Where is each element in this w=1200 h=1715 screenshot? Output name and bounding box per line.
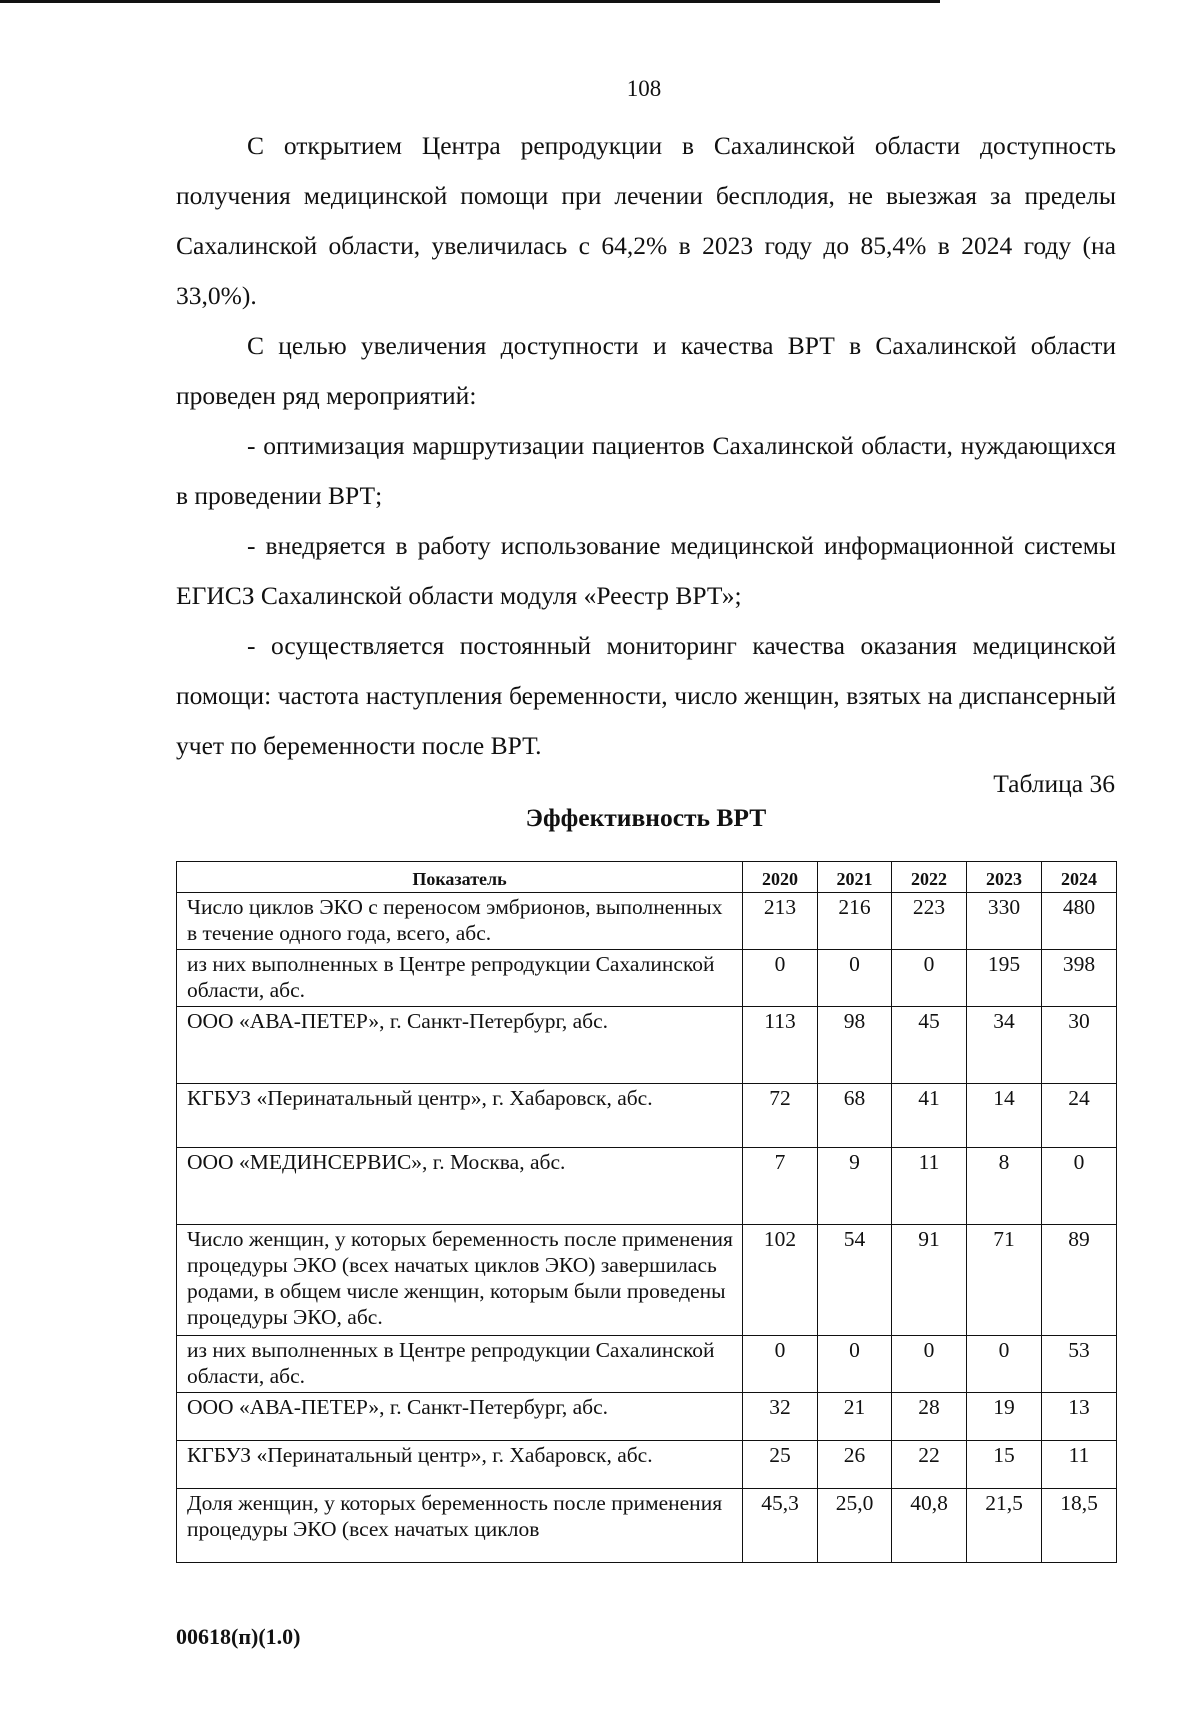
page-top-rule [0,0,940,3]
table-label: Таблица 36 [993,769,1115,798]
value-cell: 28 [892,1393,967,1441]
indicator-cell: Число циклов ЭКО с переносом эмбрионов, выполненных в течение одного года, всего, абс. [177,893,743,950]
table-row [177,1393,1117,1441]
value-cell: 7 [743,1148,818,1225]
value-cell: 9 [818,1148,892,1225]
bullet-paragraph: - осуществляется постоянный мониторинг качества оказания медицинской помощи: частота наступления беременности, число женщин, взятых на диспансерный учет по беременности после ВРТ. [176,631,1116,760]
table-row [177,1007,1117,1084]
indicator-cell: из них выполненных в Центре репродукции Сахалинской области, абс. [177,1336,743,1393]
header-year: 2022 [892,862,967,893]
value-cell: 18,5 [1042,1489,1117,1563]
value-cell: 113 [743,1007,818,1084]
value-cell: 0 [743,1336,818,1393]
value-cell: 72 [743,1084,818,1148]
indicator-cell: ООО «АВА-ПЕТЕР», г. Санкт-Петербург, абс. [177,1393,743,1441]
value-cell: 25,0 [818,1489,892,1563]
value-cell: 41 [892,1084,967,1148]
header-year: 2023 [967,862,1042,893]
table-row [177,1225,1117,1336]
value-cell: 53 [1042,1336,1117,1393]
efficiency-table [176,861,1117,1563]
value-cell: 54 [818,1225,892,1336]
value-cell: 8 [967,1148,1042,1225]
value-cell: 45,3 [743,1489,818,1563]
indicator-cell: Число женщин, у которых беременность после применения процедуры ЭКО (всех начатых циклов ЭКО) завершилась родами, в общем числе женщин, которым были проведены процедуры ЭКО, абс. [177,1225,743,1336]
indicator-cell: КГБУЗ «Перинатальный центр», г. Хабаровск, абс. [177,1441,743,1489]
header-indicator: Показатель [177,862,743,893]
value-cell: 11 [892,1148,967,1225]
paragraph: С целью увеличения доступности и качества ВРТ в Сахалинской области проведен ряд мероприятий: [176,331,1116,410]
value-cell: 480 [1042,893,1117,950]
value-cell: 213 [743,893,818,950]
bullet-paragraph: - внедряется в работу использование медицинской информационной системы ЕГИСЗ Сахалинской области модуля «Реестр ВРТ»; [176,531,1116,610]
value-cell: 19 [967,1393,1042,1441]
value-cell: 22 [892,1441,967,1489]
header-year: 2020 [743,862,818,893]
table-row [177,1084,1117,1148]
document-code: 00618(п)(1.0) [176,1624,301,1649]
bullet-paragraph: - оптимизация маршрутизации пациентов Сахалинской области, нуждающихся в проведении ВРТ; [176,431,1116,510]
value-cell: 195 [967,950,1042,1007]
value-cell: 216 [818,893,892,950]
value-cell: 0 [743,950,818,1007]
value-cell: 21 [818,1393,892,1441]
table-row [177,1336,1117,1393]
table-row [177,1441,1117,1489]
value-cell: 68 [818,1084,892,1148]
table-row [177,893,1117,950]
value-cell: 45 [892,1007,967,1084]
value-cell: 71 [967,1225,1042,1336]
value-cell: 21,5 [967,1489,1042,1563]
value-cell: 24 [1042,1084,1117,1148]
table-row [177,1489,1117,1563]
table-row [177,1148,1117,1225]
page-number: 108 [626,76,662,101]
table-row [177,950,1117,1007]
body-text [176,121,1116,771]
indicator-cell: из них выполненных в Центре репродукции Сахалинской области, абс. [177,950,743,1007]
value-cell: 30 [1042,1007,1117,1084]
header-year: 2024 [1042,862,1117,893]
value-cell: 40,8 [892,1489,967,1563]
value-cell: 26 [818,1441,892,1489]
value-cell: 398 [1042,950,1117,1007]
value-cell: 0 [892,1336,967,1393]
value-cell: 89 [1042,1225,1117,1336]
value-cell: 330 [967,893,1042,950]
indicator-cell: Доля женщин, у которых беременность после применения процедуры ЭКО (всех начатых циклов [177,1489,743,1563]
value-cell: 25 [743,1441,818,1489]
value-cell: 91 [892,1225,967,1336]
value-cell: 0 [967,1336,1042,1393]
header-year: 2021 [818,862,892,893]
value-cell: 102 [743,1225,818,1336]
value-cell: 11 [1042,1441,1117,1489]
value-cell: 34 [967,1007,1042,1084]
indicator-cell: ООО «МЕДИНСЕРВИС», г. Москва, абс. [177,1148,743,1225]
table-title: Эффективность ВРТ [525,803,767,832]
indicator-cell: КГБУЗ «Перинатальный центр», г. Хабаровск, абс. [177,1084,743,1148]
value-cell: 0 [892,950,967,1007]
value-cell: 0 [818,1336,892,1393]
value-cell: 0 [1042,1148,1117,1225]
value-cell: 223 [892,893,967,950]
paragraph: С открытием Центра репродукции в Сахалинской области доступность получения медицинской помощи при лечении бесплодия, не выезжая за пределы Сахалинской области, увеличилась с 64,2% в 2023 году до 85,4% в 2024 году (на 33,0%). [176,131,1116,310]
indicator-cell: ООО «АВА-ПЕТЕР», г. Санкт-Петербург, абс. [177,1007,743,1084]
value-cell: 14 [967,1084,1042,1148]
value-cell: 98 [818,1007,892,1084]
value-cell: 0 [818,950,892,1007]
value-cell: 15 [967,1441,1042,1489]
value-cell: 13 [1042,1393,1117,1441]
table-header-row [177,862,1117,893]
value-cell: 32 [743,1393,818,1441]
